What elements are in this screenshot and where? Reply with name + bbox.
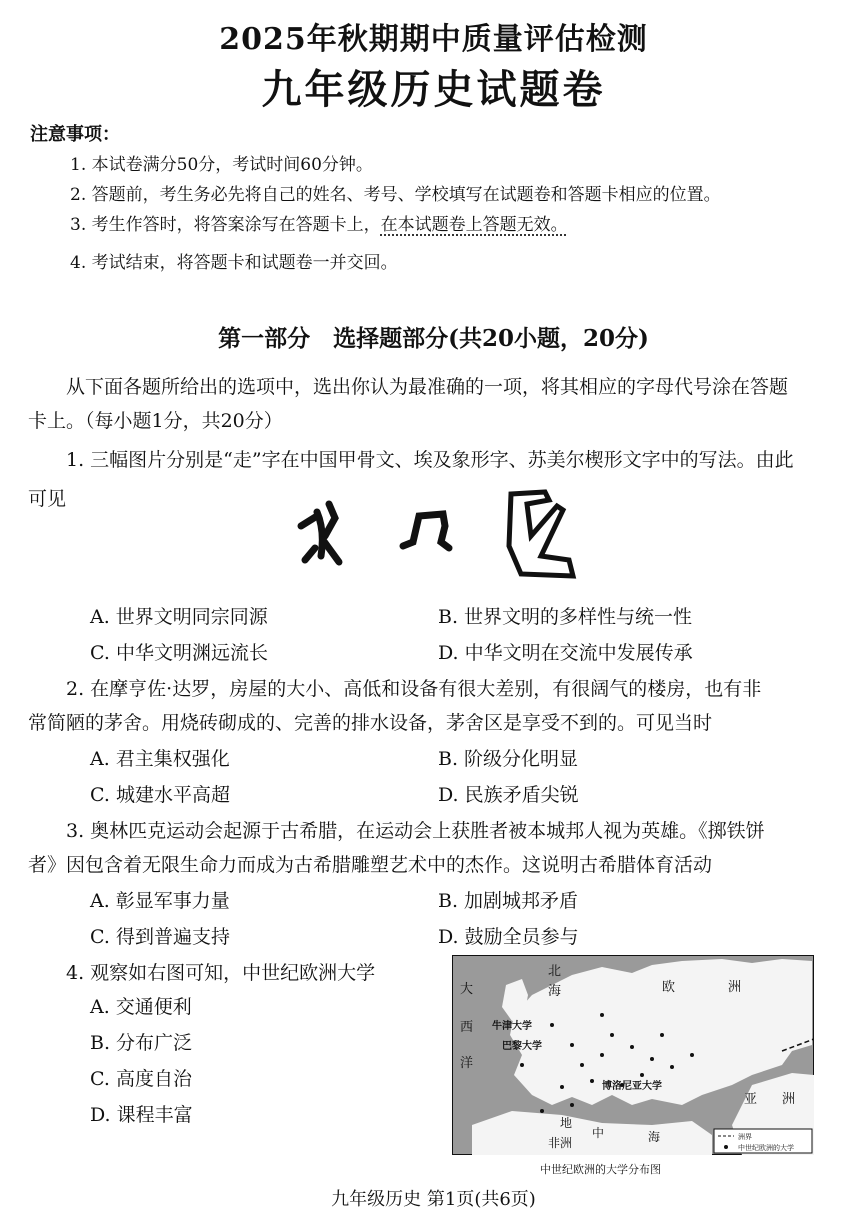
question-1-option-a: A. 世界文明同宗同源 (90, 606, 268, 628)
page-footer: 九年级历史 第1页(共6页) (331, 1189, 536, 1210)
map-label-asia: 洲 (782, 1092, 796, 1107)
notice-item (70, 210, 568, 235)
question-4-option-c: C. 高度自治 (90, 1068, 192, 1090)
question-2-stem: 2. 在摩亨佐·达罗，房屋的大小、高低和设备有很大差别，有很阔气的楼房，也有非 (66, 678, 762, 700)
question-3-option-a: A. 彰显军事力量 (90, 890, 230, 912)
map-label-asia: 亚 (744, 1092, 758, 1107)
map-label-ocean: 大 (460, 982, 474, 997)
question-2-option-a: A. 君主集权强化 (90, 748, 230, 770)
map-label-bologna: 博洛尼亚大学 (602, 1081, 662, 1092)
notice-item: 1. 本试卷满分50分，考试时间60分钟。 (70, 155, 373, 175)
map-label-ocean: 西 (460, 1020, 474, 1035)
question-1-option-d: D. 中华文明在交流中发展传承 (438, 642, 693, 664)
notice-item: 2. 答题前，考生务必先将自己的姓名、考号、学校填写在试题卷和答题卡相应的位置。 (70, 185, 721, 205)
map-label-north-sea: 北 (548, 964, 562, 979)
question-3-option-c: C. 得到普遍支持 (90, 926, 230, 948)
question-1-option-b: B. 世界文明的多样性与统一性 (438, 606, 693, 628)
question-3-option-d: D. 鼓励全员参与 (438, 926, 579, 948)
map-legend (714, 1129, 812, 1153)
question-2-stem: 常简陋的茅舍。用烧砖砌成的、完善的排水设备，茅舍区是享受不到的。可见当时 (28, 712, 713, 734)
question-4-stem: 4. 观察如右图可知，中世纪欧洲大学 (66, 962, 376, 984)
legend-boundary-label: 洲界 (738, 1133, 752, 1141)
notice-heading: 注意事项： (30, 124, 120, 145)
map-label-europe: 欧 (662, 980, 676, 995)
question-3-stem: 者》因包含着无限生命力而成为古希腊雕塑艺术中的杰作。这说明古希腊体育活动 (28, 854, 713, 876)
map-label-europe: 洲 (728, 980, 742, 995)
oracle-bone-glyph (301, 504, 339, 562)
section-intro: 卡上。（每小题1分，共20分） (28, 410, 283, 432)
egyptian-glyph (403, 514, 449, 548)
question-2-option-b: B. 阶级分化明显 (438, 748, 579, 770)
question-1-stem: 1. 三幅图片分别是“走”字在中国甲骨文、埃及象形字、苏美尔楔形文字中的写法。由此 (66, 449, 794, 471)
question-3-option-b: B. 加剧城邦矛盾 (438, 890, 579, 912)
map-label-mediterranean: 地 (560, 1116, 573, 1130)
section-intro: 从下面各题所给出的选项中，选出你认为最准确的一项，将其相应的字母代号涂在答题 (66, 376, 789, 398)
question-1-option-c: C. 中华文明渊远流长 (90, 642, 268, 664)
exam-subtitle: 九年级历史试题卷 (261, 66, 606, 113)
cuneiform-glyph (509, 492, 573, 576)
map-label-mediterranean: 中 (592, 1126, 605, 1140)
map-caption: 中世纪欧洲的大学分布图 (540, 1163, 661, 1176)
section-title: 第一部分 选择题部分(共20小题，20分) (218, 325, 649, 352)
notice-emphasis: 在本试题卷上答题无效。 (380, 215, 568, 235)
map-label-oxford: 牛津大学 (492, 1021, 532, 1032)
script-glyphs-image (295, 486, 595, 586)
notice-item-text: 3. 考生作答时，将答案涂写在答题卡上， (70, 215, 381, 235)
question-4-option-b: B. 分布广泛 (90, 1032, 193, 1054)
question-2-option-c: C. 城建水平高超 (90, 784, 230, 806)
map-label-africa: 非洲 (548, 1136, 573, 1150)
map-label-north-sea: 海 (548, 984, 562, 999)
medieval-universities-map (452, 955, 814, 1155)
question-2-option-d: D. 民族矛盾尖锐 (438, 784, 579, 806)
legend-university-label: 中世纪欧洲的大学 (738, 1144, 794, 1152)
question-1-stem: 可见 (28, 488, 67, 510)
exam-title: 2025年秋期期中质量评估检测 (219, 22, 648, 57)
map-label-paris: 巴黎大学 (502, 1041, 542, 1052)
map-label-ocean: 洋 (460, 1056, 474, 1071)
map-label-mediterranean: 海 (648, 1130, 661, 1144)
question-4-option-a: A. 交通便利 (90, 996, 192, 1018)
question-3-stem: 3. 奥林匹克运动会起源于古希腊，在运动会上获胜者被本城邦人视为英雄。《掷铁饼 (66, 820, 765, 842)
notice-item: 4. 考试结束，将答题卡和试题卷一并交回。 (70, 253, 398, 273)
question-4-option-d: D. 课程丰富 (90, 1104, 193, 1126)
